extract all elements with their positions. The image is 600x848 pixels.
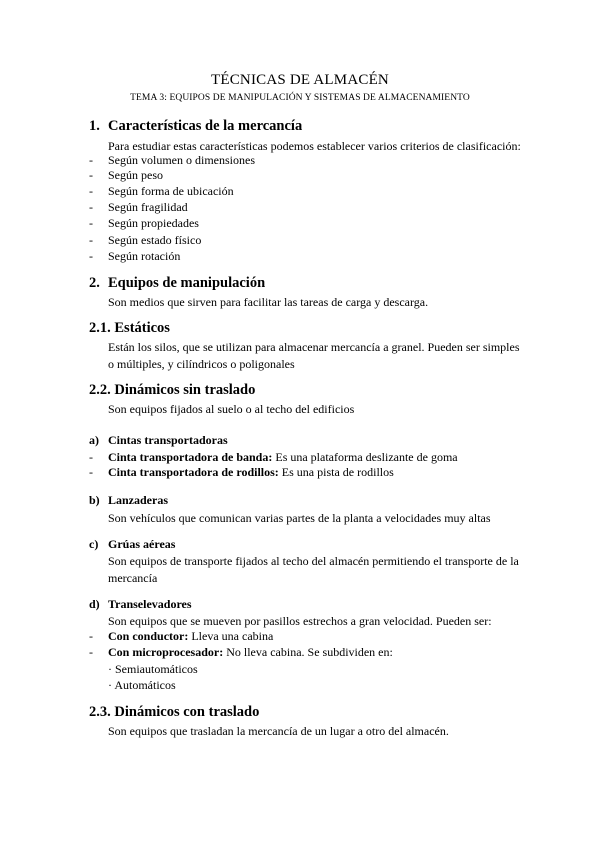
subsection-c-heading: c) Grúas aéreas (89, 537, 176, 551)
list-item: - Con microprocesador: No lleva cabina. Se subdividen en: (89, 645, 393, 659)
section-1-number: 1. (89, 118, 100, 134)
list-item: - Según peso (89, 168, 163, 182)
section-2-title: Equipos de manipulación (108, 275, 266, 291)
subsection-b-text: Son vehículos que comunican varias partes de la planta a velocidades muy altas (108, 511, 491, 525)
list-item: - Cinta transportadora de rodillos: Es una pista de rodillos (89, 465, 394, 479)
section-2-number: 2. (89, 275, 100, 291)
section-2-2-heading: 2.2. Dinámicos sin traslado (89, 382, 256, 398)
subsection-d-heading: d) Transelevadores (89, 597, 192, 611)
section-2-1-heading: 2.1. Estáticos (89, 320, 170, 336)
subsection-c-text: Son equipos de transporte fijados al techo del almacén permitiendo el transporte de la mercancía (108, 554, 519, 585)
list-item: - Según propiedades (89, 216, 199, 230)
list-item: - Según rotación (89, 249, 181, 263)
sub-list-item: · Semiautomáticos (108, 662, 198, 676)
list-item: - Según volumen o dimensiones (89, 153, 255, 167)
section-1-intro: Para estudiar estas características podemos establecer varios criterios de clasificación: (108, 139, 521, 153)
section-2-2-text: Son equipos fijados al suelo o al techo del edificios (108, 402, 355, 416)
section-2-heading (89, 275, 265, 292)
subsection-b-heading: b) Lanzaderas (89, 493, 168, 507)
list-item: - Según fragilidad (89, 200, 188, 214)
section-2-1-text: Están los silos, que se utilizan para almacenar mercancía a granel. Pueden ser simples o múltiples, y cilíndricos o poligonales (108, 340, 520, 371)
sub-list-item: · Automáticos (108, 678, 176, 692)
subsection-d-text: Son equipos que se mueven por pasillos estrechos a gran velocidad. Pueden ser: (108, 614, 492, 628)
list-item: - Según estado físico (89, 233, 202, 247)
section-1-heading (89, 118, 302, 135)
list-item: - Según forma de ubicación (89, 184, 234, 198)
section-2-3-text: Son equipos que trasladan la mercancía de un lugar a otro del almacén. (108, 724, 449, 738)
list-item: - Cinta transportadora de banda: Es una plataforma deslizante de goma (89, 450, 458, 464)
document-subtitle: TEMA 3: EQUIPOS DE MANIPULACIÓN Y SISTEMAS DE ALMACENAMIENTO (130, 93, 470, 103)
section-2-text: Son medios que sirven para facilitar las tareas de carga y descarga. (108, 295, 429, 309)
section-1-title: Características de la mercancía (108, 118, 303, 134)
list-item: - Con conductor: Lleva una cabina (89, 629, 274, 643)
section-2-3-heading: 2.3. Dinámicos con traslado (89, 704, 260, 720)
document-title: TÉCNICAS DE ALMACÉN (211, 72, 389, 88)
subsection-a-heading: a) Cintas transportadoras (89, 433, 228, 447)
